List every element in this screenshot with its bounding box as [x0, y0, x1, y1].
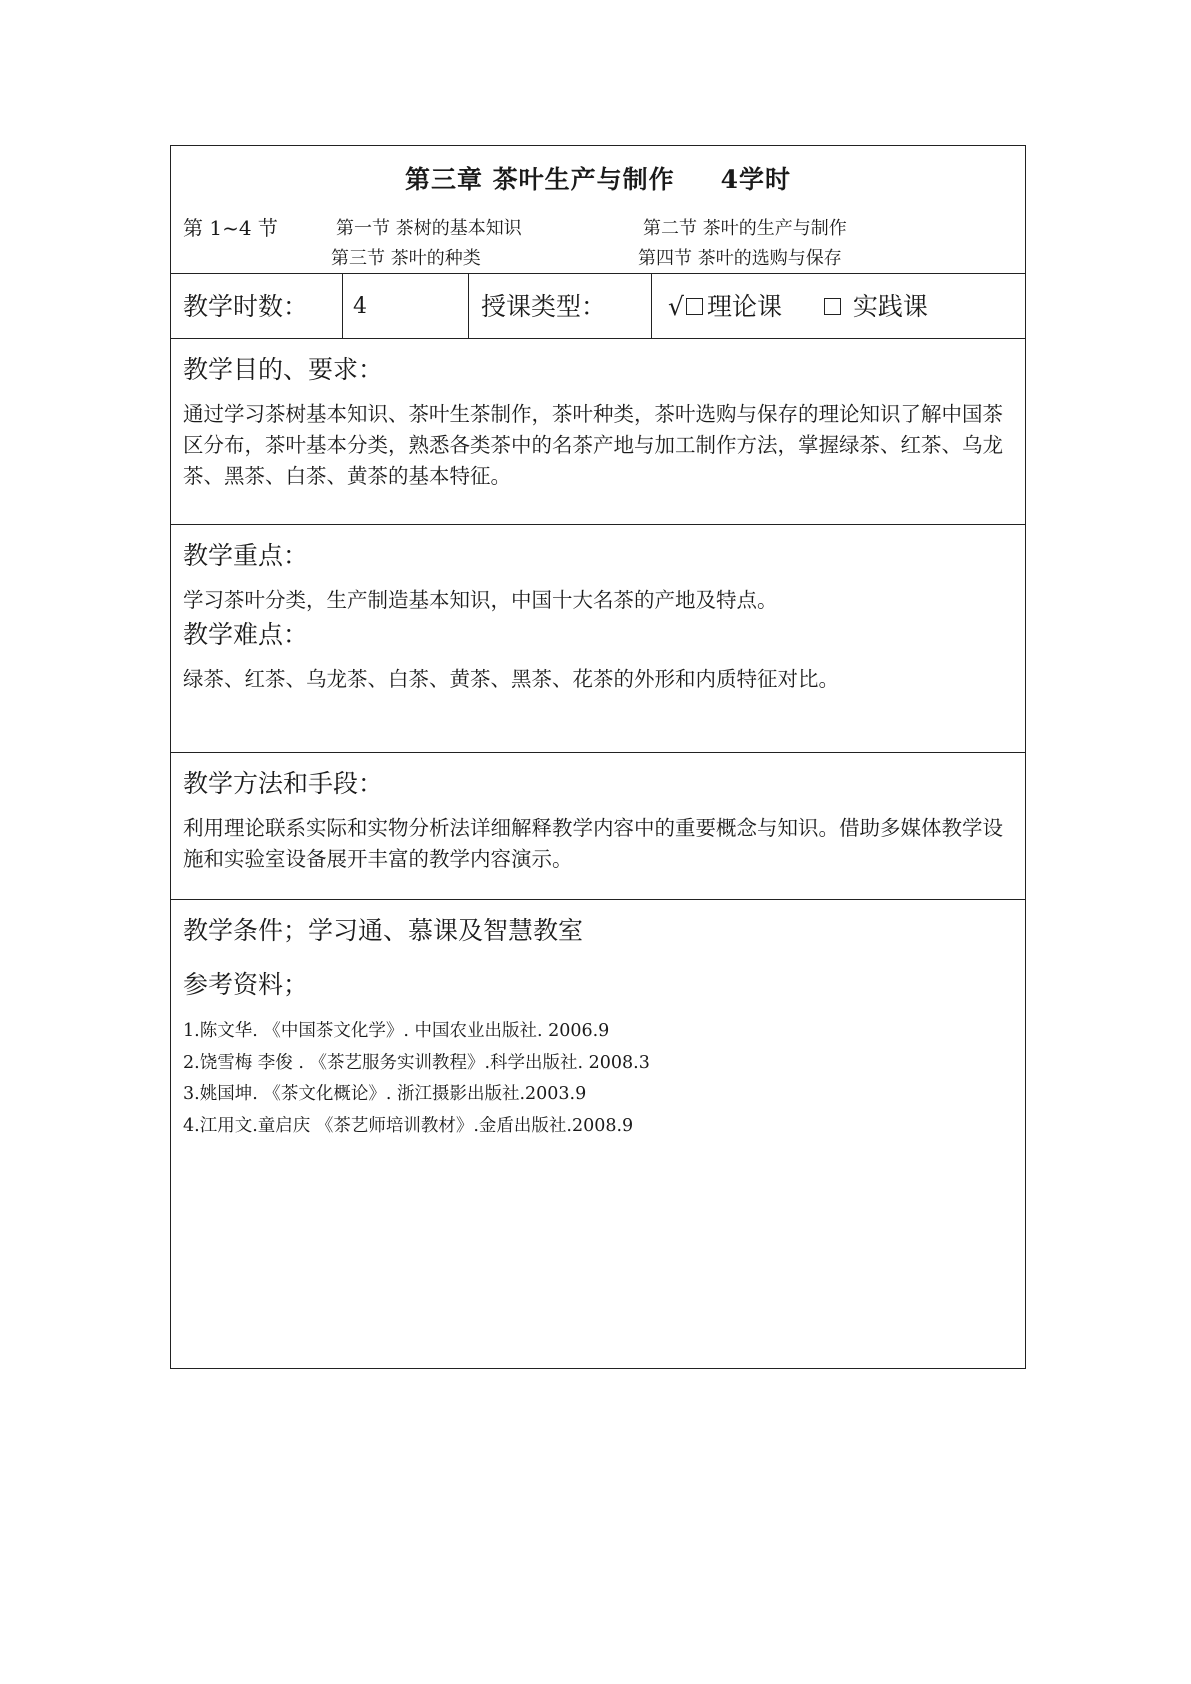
goal-heading: 教学目的、要求：: [183, 355, 384, 384]
reference-item: 2.饶雪梅 李俊 . 《茶艺服务实训教程》.科学出版社. 2008.3: [183, 1052, 650, 1073]
goal-text: 通过学习茶树基本知识、茶叶生茶制作，茶叶种类，茶叶选购与保存的理论知识了解中国茶区分布，茶叶基本分类，熟悉各类茶中的名茶产地与加工制作方法，掌握绿茶、红茶、乌龙茶、黑茶、白茶、黄茶的基本特征。: [183, 402, 1003, 488]
goal-section: [171, 338, 1025, 524]
section-3: 第三节 茶叶的种类: [331, 248, 481, 269]
section-1: 第一节 茶树的基本知识: [336, 218, 522, 239]
hours-value: 4: [343, 274, 469, 338]
practice-label: 实践课: [852, 292, 928, 321]
theory-checkbox-icon: [686, 298, 703, 315]
practice-checkbox-icon: [824, 298, 841, 315]
reference-item: 4.江用文.童启庆 《茶艺师培训教材》.金盾出版社.2008.9: [183, 1115, 634, 1136]
references-heading: 参考资料；: [183, 970, 309, 999]
method-text: 利用理论联系实际和实物分析法详细解释教学内容中的重要概念与知识。借助多媒体教学设施和实验室设备展开丰富的教学内容演示。: [183, 816, 1003, 871]
check-mark: √: [668, 292, 684, 321]
chapter-title: [171, 160, 1025, 196]
type-options: [652, 274, 1025, 338]
conditions-section: [171, 899, 1025, 1368]
difficult-points-heading: 教学难点：: [183, 620, 309, 649]
hours-label: 教学时数：: [171, 274, 343, 338]
type-label: 授课类型：: [469, 274, 652, 338]
reference-item: 1.陈文华. 《中国茶文化学》. 中国农业出版社. 2006.9: [183, 1021, 610, 1041]
method-section: [171, 752, 1025, 899]
sections-label: 第 1~4 节: [183, 216, 278, 240]
difficult-points-text: 绿茶、红茶、乌龙茶、白茶、黄茶、黑茶、花茶的外形和内质特征对比。: [183, 667, 839, 691]
key-points-heading: 教学重点：: [183, 541, 309, 570]
syllabus-table: [170, 145, 1026, 1369]
key-points-section: [171, 524, 1025, 752]
chapter-name: 第三章 茶叶生产与制作: [404, 165, 675, 194]
chapter-hours: 4学时: [720, 165, 792, 194]
section-4: 第四节 茶叶的选购与保存: [638, 248, 842, 269]
reference-item: 3.姚国坤. 《茶文化概论》. 浙江摄影出版社.2003.9: [183, 1084, 587, 1104]
theory-label: 理论课: [706, 292, 782, 321]
hours-row: [171, 273, 1025, 338]
conditions-heading: 教学条件；学习通、慕课及智慧教室: [183, 916, 584, 945]
section-2: 第二节 茶叶的生产与制作: [643, 218, 847, 239]
method-heading: 教学方法和手段：: [183, 769, 384, 798]
key-points-text: 学习茶叶分类，生产制造基本知识，中国十大名茶的产地及特点。: [183, 588, 778, 612]
title-row: [171, 146, 1025, 273]
references-list: [183, 1016, 1013, 1142]
